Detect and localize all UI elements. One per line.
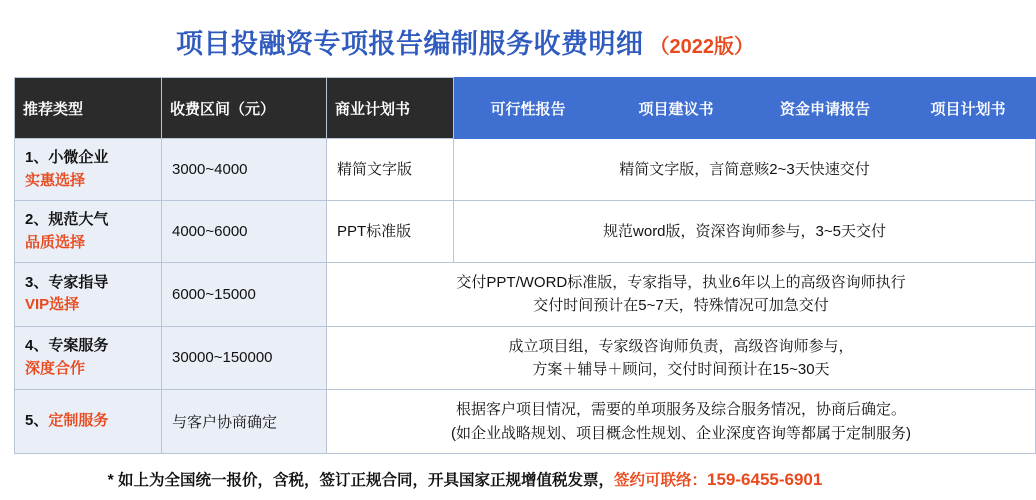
row-services-note: (如企业战略规划、项目概念性规划、企业深度咨询等都属于定制服务): [451, 424, 911, 442]
row-services-line-2: 方案＋辅导＋顾问，交付时间预计在15~30天: [532, 360, 830, 378]
footer-note-text: * 如上为全国统一报价，含税，签订正规合同，开具国家正规增值税发票，: [107, 472, 614, 489]
row-type-cell: [15, 326, 162, 390]
row-type-tagline: VIP选择: [25, 296, 80, 314]
footer-phone[interactable]: 159-6455-6901: [707, 470, 823, 489]
row-price-cell: 4000~6000: [162, 201, 327, 263]
row-type-cell: [15, 201, 162, 263]
column-header-fund-application: 资金申请报告: [750, 78, 901, 139]
footer-note: [14, 468, 916, 490]
table-row: [15, 263, 1036, 327]
column-header-type: 推荐类型: [15, 78, 162, 139]
page-title-sub: （2022版）: [649, 36, 754, 58]
column-header-business-plan: 商业计划书: [327, 78, 454, 139]
row-type-tagline: 品质选择: [25, 233, 86, 251]
row-business-plan-cell: 精简文字版: [327, 139, 454, 201]
row-type-name: 专家指导: [48, 273, 109, 291]
row-index: 4、: [25, 337, 49, 355]
row-price-cell: 与客户协商确定: [162, 390, 327, 454]
row-services-line-1: 根据客户项目情况，需要的单项服务及综合服务情况，协商后确定。: [455, 401, 906, 419]
row-services-line-2: 交付时间预计在5~7天，特殊情况可加急交付: [533, 297, 829, 315]
row-business-plan-cell: PPT标准版: [327, 201, 454, 263]
row-type-tagline: 实惠选择: [25, 171, 86, 189]
row-type-cell: [15, 390, 162, 454]
fee-table: [14, 77, 1036, 454]
row-services-line-1: 交付PPT/WORD标准版，专家指导，执业6年以上的高级咨询师执行: [456, 274, 906, 291]
row-type-name: 小微企业: [48, 149, 109, 166]
row-type-cell: [15, 139, 162, 201]
column-header-feasibility-report: 可行性报告: [454, 78, 603, 139]
row-type-name: 规范大气: [48, 211, 109, 228]
row-index: 3、: [25, 273, 49, 291]
column-header-project-proposal: 项目建议书: [603, 78, 750, 139]
table-row: [15, 139, 1036, 201]
row-services-cell: 规范word版，资深咨询师参与，3~5天交付: [454, 201, 1036, 263]
row-price-cell: 30000~150000: [162, 326, 327, 390]
row-services-cell: [327, 390, 1036, 454]
table-row: [15, 326, 1036, 390]
row-index: 1、: [25, 149, 49, 166]
row-services-cell: 精简文字版，言简意赅2~3天快速交付: [454, 139, 1036, 201]
page-title: [0, 0, 930, 77]
column-header-project-plan: 项目计划书: [901, 78, 1036, 139]
row-services-cell: [327, 326, 1036, 390]
row-type-name: 专案服务: [48, 337, 109, 355]
row-price-cell: 3000~4000: [162, 139, 327, 201]
row-price-cell: 6000~15000: [162, 263, 327, 327]
table-body: [15, 139, 1036, 454]
table-row: [15, 201, 1036, 263]
row-index: 2、: [25, 211, 49, 228]
table-header: [15, 78, 1036, 139]
row-index: 5、: [25, 412, 49, 430]
table-row: [15, 390, 1036, 454]
page-title-main: 项目投融资专项报告编制服务收费明细: [176, 29, 644, 59]
row-services-cell: [327, 263, 1036, 327]
column-header-price: 收费区间（元）: [162, 78, 327, 139]
row-type-name: 定制服务: [48, 412, 109, 430]
table-header-row: [15, 78, 1036, 139]
row-type-cell: [15, 263, 162, 327]
row-services-line-1: 成立项目组，专家级咨询师负责，高级咨询师参与，: [508, 337, 854, 355]
footer-contact-label: 签约可联络：: [614, 472, 708, 489]
row-type-tagline: 深度合作: [25, 359, 86, 377]
